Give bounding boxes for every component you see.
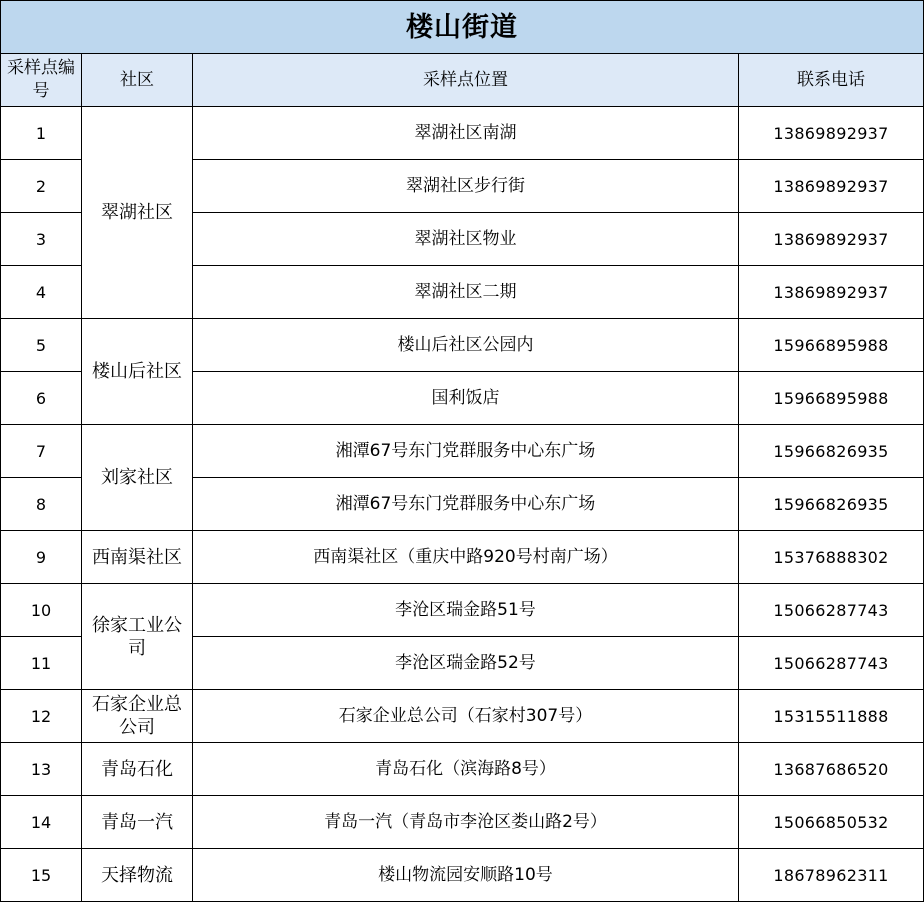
table-row bbox=[1, 690, 924, 743]
community-cell: 青岛石化 bbox=[82, 743, 193, 796]
table-body bbox=[1, 107, 924, 902]
table-title: 楼山街道 bbox=[1, 1, 924, 54]
location-cell: 楼山物流园安顺路10号 bbox=[193, 849, 739, 902]
header-phone: 联系电话 bbox=[739, 54, 924, 107]
point-number-cell: 1 bbox=[1, 107, 82, 160]
community-cell: 石家企业总公司 bbox=[82, 690, 193, 743]
location-cell: 西南渠社区（重庆中路920号村南广场） bbox=[193, 531, 739, 584]
point-number-cell: 10 bbox=[1, 584, 82, 637]
location-cell: 国利饭店 bbox=[193, 372, 739, 425]
phone-cell: 15966895988 bbox=[739, 319, 924, 372]
phone-cell: 15066287743 bbox=[739, 584, 924, 637]
location-cell: 翠湖社区步行街 bbox=[193, 160, 739, 213]
location-cell: 青岛一汽（青岛市李沧区娄山路2号） bbox=[193, 796, 739, 849]
point-number-cell: 13 bbox=[1, 743, 82, 796]
community-cell: 徐家工业公司 bbox=[82, 584, 193, 690]
header-point-no: 采样点编号 bbox=[1, 54, 82, 107]
phone-cell: 15066287743 bbox=[739, 637, 924, 690]
location-cell: 青岛石化（滨海路8号） bbox=[193, 743, 739, 796]
point-number-cell: 3 bbox=[1, 213, 82, 266]
location-cell: 湘潭67号东门党群服务中心东广场 bbox=[193, 478, 739, 531]
community-cell: 西南渠社区 bbox=[82, 531, 193, 584]
table-row bbox=[1, 319, 924, 372]
location-cell: 楼山后社区公园内 bbox=[193, 319, 739, 372]
community-cell: 刘家社区 bbox=[82, 425, 193, 531]
point-number-cell: 4 bbox=[1, 266, 82, 319]
phone-cell: 15376888302 bbox=[739, 531, 924, 584]
location-cell: 翠湖社区南湖 bbox=[193, 107, 739, 160]
phone-cell: 18678962311 bbox=[739, 849, 924, 902]
community-cell: 天择物流 bbox=[82, 849, 193, 902]
table-row bbox=[1, 796, 924, 849]
phone-cell: 13687686520 bbox=[739, 743, 924, 796]
table-row bbox=[1, 425, 924, 478]
location-cell: 石家企业总公司（石家村307号） bbox=[193, 690, 739, 743]
location-cell: 湘潭67号东门党群服务中心东广场 bbox=[193, 425, 739, 478]
table-row bbox=[1, 531, 924, 584]
community-cell: 翠湖社区 bbox=[82, 107, 193, 319]
location-cell: 翠湖社区二期 bbox=[193, 266, 739, 319]
point-number-cell: 6 bbox=[1, 372, 82, 425]
point-number-cell: 5 bbox=[1, 319, 82, 372]
table-row bbox=[1, 849, 924, 902]
community-cell: 青岛一汽 bbox=[82, 796, 193, 849]
point-number-cell: 11 bbox=[1, 637, 82, 690]
phone-cell: 13869892937 bbox=[739, 160, 924, 213]
phone-cell: 15966826935 bbox=[739, 478, 924, 531]
point-number-cell: 8 bbox=[1, 478, 82, 531]
phone-cell: 15066850532 bbox=[739, 796, 924, 849]
phone-cell: 13869892937 bbox=[739, 107, 924, 160]
point-number-cell: 9 bbox=[1, 531, 82, 584]
location-cell: 翠湖社区物业 bbox=[193, 213, 739, 266]
phone-cell: 13869892937 bbox=[739, 213, 924, 266]
point-number-cell: 14 bbox=[1, 796, 82, 849]
table-row bbox=[1, 743, 924, 796]
point-number-cell: 12 bbox=[1, 690, 82, 743]
table-row bbox=[1, 107, 924, 160]
header-location: 采样点位置 bbox=[193, 54, 739, 107]
phone-cell: 13869892937 bbox=[739, 266, 924, 319]
header-row bbox=[1, 54, 924, 107]
table-row bbox=[1, 584, 924, 637]
phone-cell: 15966895988 bbox=[739, 372, 924, 425]
community-cell: 楼山后社区 bbox=[82, 319, 193, 425]
point-number-cell: 15 bbox=[1, 849, 82, 902]
point-number-cell: 7 bbox=[1, 425, 82, 478]
header-community: 社区 bbox=[82, 54, 193, 107]
point-number-cell: 2 bbox=[1, 160, 82, 213]
phone-cell: 15966826935 bbox=[739, 425, 924, 478]
phone-cell: 15315511888 bbox=[739, 690, 924, 743]
location-cell: 李沧区瑞金路51号 bbox=[193, 584, 739, 637]
location-cell: 李沧区瑞金路52号 bbox=[193, 637, 739, 690]
